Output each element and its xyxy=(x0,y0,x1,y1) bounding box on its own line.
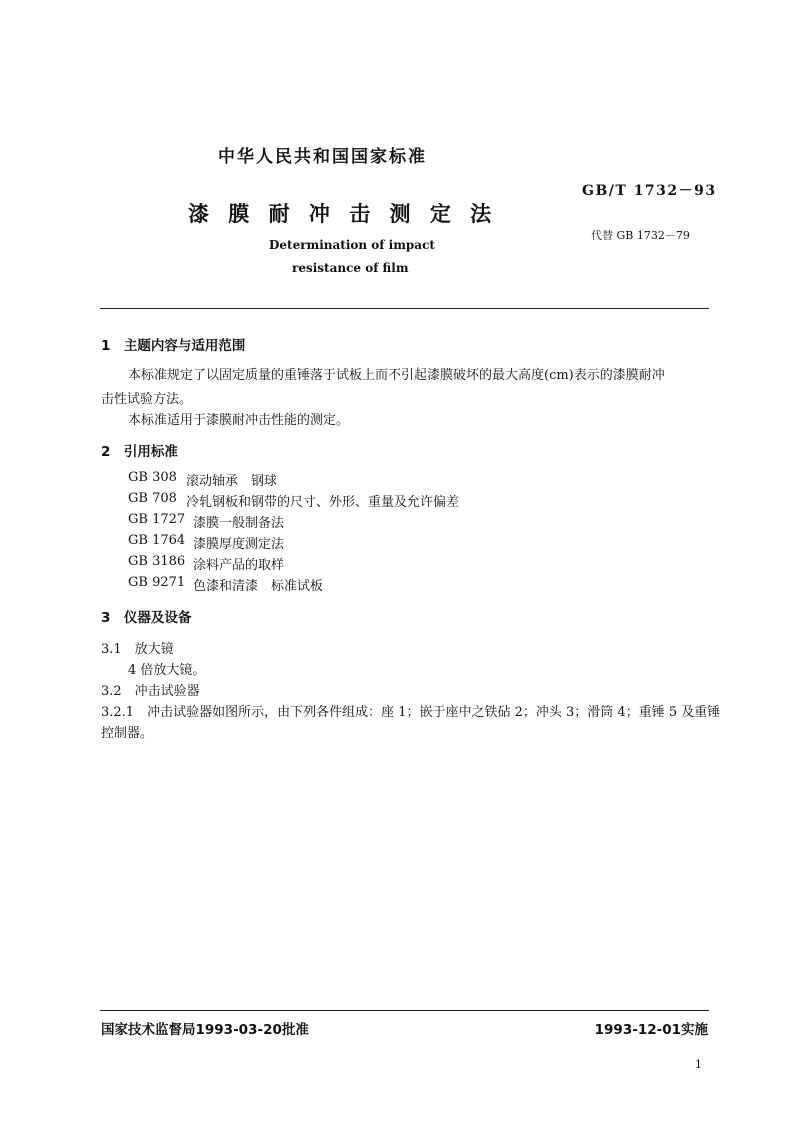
section-3-1-text: 4 倍放大镜。 xyxy=(128,663,206,678)
footer-divider xyxy=(100,1010,709,1011)
national-standard-heading: 中华人民共和国国家标准 xyxy=(218,147,427,167)
document-title: 漆 膜 耐 冲 击 测 定 法 xyxy=(188,202,498,226)
section-3-2-1-line-2: 控制器。 xyxy=(101,726,154,741)
english-title-line2: resistance of film xyxy=(292,261,409,275)
reference-title: 漆膜厚度测定法 xyxy=(193,537,285,552)
effective-date: 1993-12-01实施 xyxy=(594,1022,708,1038)
reference-code: GB 308 xyxy=(128,470,177,485)
section-1-paragraph-1-line-1: 本标准规定了以固定质量的重锤落于试板上而不引起漆膜破坏的最大高度(cm)表示的漆膜耐冲 xyxy=(128,368,665,383)
section-1-paragraph-2: 本标准适用于漆膜耐冲击性能的测定。 xyxy=(128,413,350,428)
reference-code: GB 1764 xyxy=(128,533,186,548)
section-3-1-heading: 3.1 放大镜 xyxy=(101,642,174,657)
reference-title: 冷轧钢板和钢带的尺寸、外形、重量及允许偏差 xyxy=(186,495,460,510)
section-1-paragraph-1-line-2: 击性试验方法。 xyxy=(101,392,193,407)
reference-title: 漆膜一般制备法 xyxy=(193,516,285,531)
reference-code: GB 708 xyxy=(128,491,177,506)
replaces-note: 代替 GB 1732－79 xyxy=(591,229,690,242)
section-3-2-heading: 3.2 冲击试验器 xyxy=(101,684,200,699)
header-divider xyxy=(100,308,709,309)
approval-note: 国家技术监督局1993-03-20批准 xyxy=(101,1022,309,1038)
english-title-line1: Determination of impact xyxy=(269,238,435,252)
reference-code: GB 1727 xyxy=(128,512,186,527)
section-3-heading: 3 仪器及设备 xyxy=(101,610,192,626)
reference-code: GB 3186 xyxy=(128,554,186,569)
reference-title: 涂料产品的取样 xyxy=(193,558,285,573)
reference-title: 滚动轴承 钢球 xyxy=(186,474,278,489)
section-2-heading: 2 引用标准 xyxy=(101,444,178,460)
section-1-heading: 1 主题内容与适用范围 xyxy=(101,338,246,354)
section-3-2-1-line-1: 3.2.1 冲击试验器如图所示，由下列各件组成：座 1；嵌于座中之铁砧 2；冲头 3；滑筒 4；重锤 5 及重锤 xyxy=(101,705,721,720)
page-number: 1 xyxy=(695,1058,702,1071)
reference-title: 色漆和清漆 标准试板 xyxy=(193,579,324,594)
standard-code: GB/T 1732－93 xyxy=(582,183,717,199)
reference-code: GB 9271 xyxy=(128,575,186,590)
